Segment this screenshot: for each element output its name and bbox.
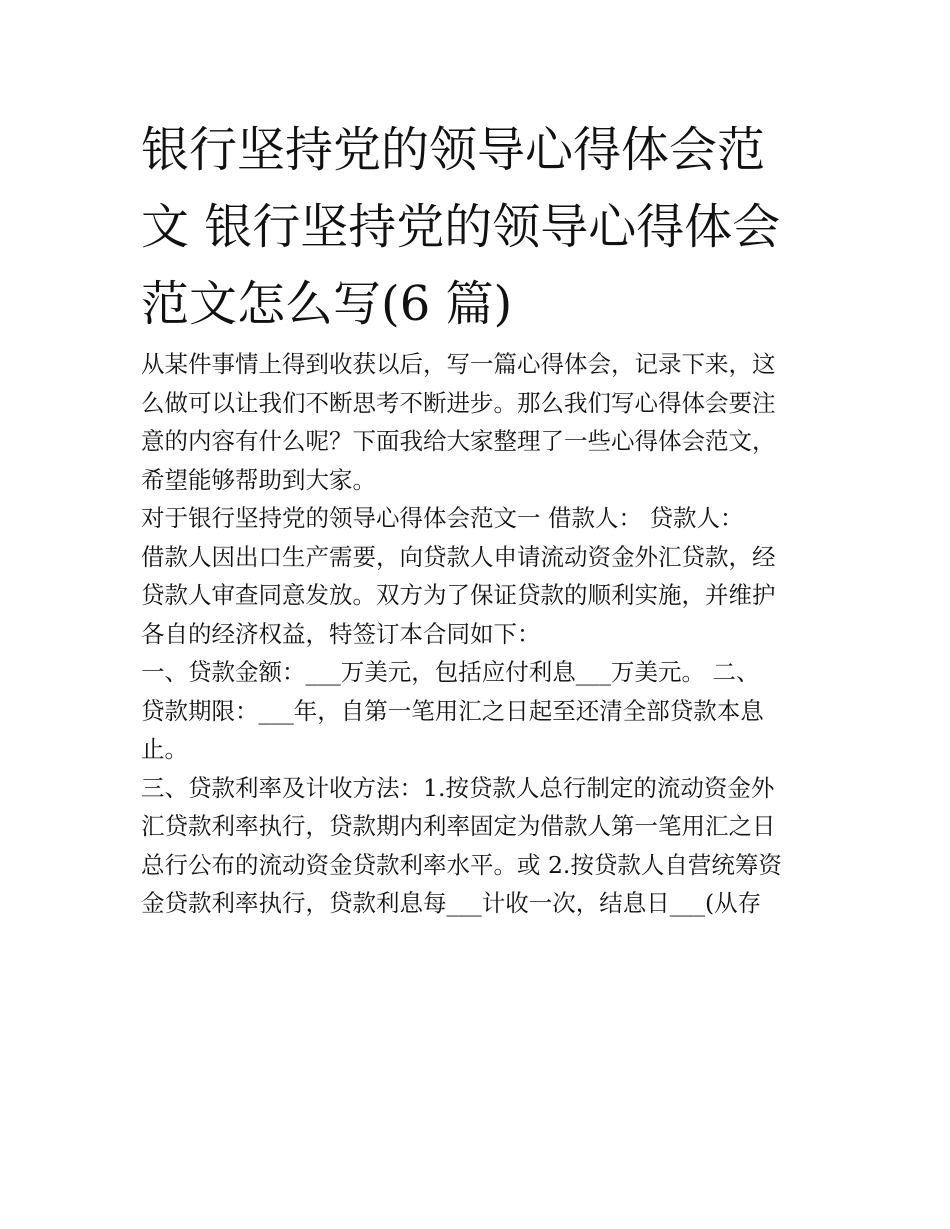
title-line: 文 银行坚持党的领导心得体会 [141,199,781,255]
paragraph-line: 意的内容有什么呢？下面我给大家整理了一些心得体会范文， [141,427,776,455]
paragraph-line: 一、贷款金额：___万美元，包括应付利息___万美元。 二、 [141,658,760,686]
document-page [141,112,811,923]
title-line: 银行坚持党的领导心得体会范 [141,122,766,178]
paragraph-line: 总行公布的流动资金贷款利率水平。或 2.按贷款人自营统筹资 [141,850,782,879]
paragraph-line: 止。 [141,735,188,763]
sample-heading-paragraph [141,499,811,538]
paragraph-line: 么做可以让我们不断思考不断进步。那么我们写心得体会要注 [141,388,776,417]
paragraph-line: 汇贷款利率执行，贷款期内利率固定为借款人第一笔用汇之日 [141,812,776,840]
title-line: 范文怎么写(6 篇) [141,276,513,332]
paragraph-line: 希望能够帮助到大家。 [141,465,376,494]
paragraph-line: 金贷款利率执行，贷款利息每___计收一次，结息日___(从存 [141,889,762,917]
paragraph-line: 三、贷款利率及计收方法：1.按贷款人总行制定的流动资金外 [141,773,775,802]
paragraph-line: 从某件事情上得到收获以后，写一篇心得体会，记录下来，这 [141,350,776,378]
intro-paragraph [141,345,811,499]
interest-rate-paragraph [141,769,811,923]
loan-amount-paragraph [141,653,811,769]
paragraph-line: 对于银行坚持党的领导心得体会范文一 借款人： 贷款人： [141,504,744,532]
paragraph-line: 借款人因出口生产需要，向贷款人申请流动资金外汇贷款，经 [141,542,776,571]
paragraph-line: 贷款人审查同意发放。双方为了保证贷款的顺利实施，并维护 [141,581,776,609]
paragraph-line: 贷款期限：___年，自第一笔用汇之日起至还清全部贷款本息 [141,696,764,725]
document-title [141,112,811,343]
paragraph-line: 各自的经济权益，特签订本合同如下： [141,619,541,648]
contract-preamble-paragraph [141,538,811,654]
